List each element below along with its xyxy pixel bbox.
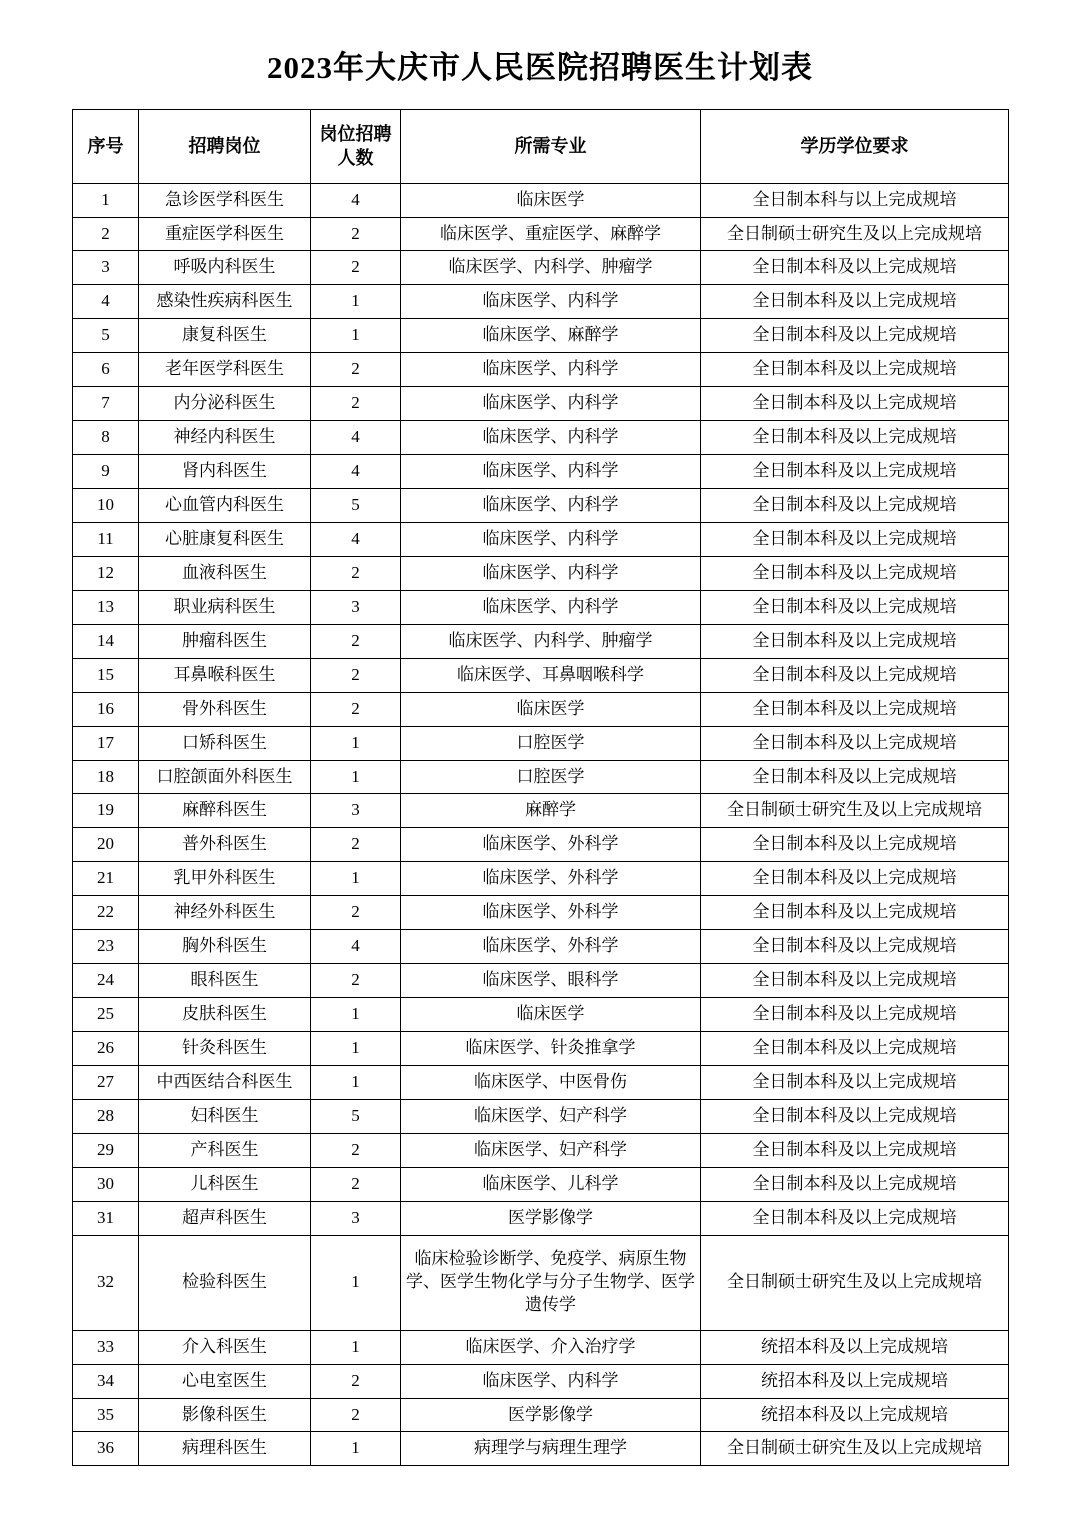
- cell-education: 全日制本科及以上完成规培: [701, 862, 1009, 896]
- cell-education: 全日制本科及以上完成规培: [701, 692, 1009, 726]
- table-row: [73, 183, 1009, 217]
- cell-post: 妇科医生: [139, 1099, 311, 1133]
- cell-education: 全日制本科及以上完成规培: [701, 556, 1009, 590]
- cell-education: 全日制本科及以上完成规培: [701, 930, 1009, 964]
- cell-count: 3: [311, 590, 401, 624]
- cell-no: 7: [73, 387, 139, 421]
- cell-major: 临床医学、儿科学: [401, 1167, 701, 1201]
- table-row: [73, 896, 1009, 930]
- cell-education: 全日制本科及以上完成规培: [701, 1201, 1009, 1235]
- table-row: [73, 1032, 1009, 1066]
- cell-count: 4: [311, 455, 401, 489]
- cell-no: 17: [73, 726, 139, 760]
- cell-count: 2: [311, 692, 401, 726]
- cell-no: 35: [73, 1398, 139, 1432]
- cell-education: 全日制本科及以上完成规培: [701, 658, 1009, 692]
- cell-post: 皮肤科医生: [139, 998, 311, 1032]
- cell-major: 临床医学、内科学: [401, 421, 701, 455]
- cell-post: 影像科医生: [139, 1398, 311, 1432]
- cell-education: 全日制本科及以上完成规培: [701, 1099, 1009, 1133]
- cell-count: 2: [311, 353, 401, 387]
- cell-post: 产科医生: [139, 1133, 311, 1167]
- cell-post: 血液科医生: [139, 556, 311, 590]
- cell-education: 全日制硕士研究生及以上完成规培: [701, 1235, 1009, 1330]
- cell-count: 4: [311, 930, 401, 964]
- cell-post: 骨外科医生: [139, 692, 311, 726]
- cell-count: 1: [311, 1032, 401, 1066]
- cell-no: 34: [73, 1364, 139, 1398]
- cell-count: 2: [311, 828, 401, 862]
- cell-count: 5: [311, 1099, 401, 1133]
- cell-no: 6: [73, 353, 139, 387]
- cell-no: 20: [73, 828, 139, 862]
- cell-count: 1: [311, 1235, 401, 1330]
- cell-post: 呼吸内科医生: [139, 251, 311, 285]
- table-row: [73, 590, 1009, 624]
- cell-count: 2: [311, 624, 401, 658]
- cell-post: 儿科医生: [139, 1167, 311, 1201]
- cell-post: 老年医学科医生: [139, 353, 311, 387]
- cell-major: 临床医学、耳鼻咽喉科学: [401, 658, 701, 692]
- cell-education: 全日制本科及以上完成规培: [701, 1167, 1009, 1201]
- cell-education: 全日制硕士研究生及以上完成规培: [701, 217, 1009, 251]
- cell-major: 病理学与病理生理学: [401, 1432, 701, 1466]
- table-row: [73, 692, 1009, 726]
- cell-major: 临床医学、外科学: [401, 828, 701, 862]
- cell-no: 3: [73, 251, 139, 285]
- cell-post: 介入科医生: [139, 1330, 311, 1364]
- cell-major: 临床医学、内科学: [401, 353, 701, 387]
- cell-major: 临床医学、中医骨伤: [401, 1065, 701, 1099]
- table-row: [73, 794, 1009, 828]
- cell-post: 肿瘤科医生: [139, 624, 311, 658]
- cell-count: 5: [311, 489, 401, 523]
- cell-no: 11: [73, 522, 139, 556]
- cell-major: 临床检验诊断学、免疫学、病原生物学、医学生物化学与分子生物学、医学遗传学: [401, 1235, 701, 1330]
- cell-post: 急诊医学科医生: [139, 183, 311, 217]
- column-header-education: 学历学位要求: [701, 110, 1009, 184]
- cell-no: 4: [73, 285, 139, 319]
- cell-major: 临床医学、外科学: [401, 862, 701, 896]
- table-row: [73, 1133, 1009, 1167]
- cell-count: 2: [311, 896, 401, 930]
- cell-no: 9: [73, 455, 139, 489]
- cell-major: 临床医学、眼科学: [401, 964, 701, 998]
- cell-count: 1: [311, 760, 401, 794]
- cell-post: 针灸科医生: [139, 1032, 311, 1066]
- cell-post: 超声科医生: [139, 1201, 311, 1235]
- table-row: [73, 726, 1009, 760]
- cell-no: 5: [73, 319, 139, 353]
- table-header-row: [73, 110, 1009, 184]
- column-header-no: 序号: [73, 110, 139, 184]
- table-row: [73, 1398, 1009, 1432]
- table-row: [73, 828, 1009, 862]
- cell-count: 4: [311, 421, 401, 455]
- cell-no: 16: [73, 692, 139, 726]
- cell-major: 临床医学、妇产科学: [401, 1133, 701, 1167]
- cell-post: 耳鼻喉科医生: [139, 658, 311, 692]
- cell-count: 2: [311, 964, 401, 998]
- cell-post: 心脏康复科医生: [139, 522, 311, 556]
- cell-major: 临床医学、妇产科学: [401, 1099, 701, 1133]
- cell-education: 全日制本科及以上完成规培: [701, 319, 1009, 353]
- cell-no: 2: [73, 217, 139, 251]
- cell-count: 1: [311, 1330, 401, 1364]
- cell-education: 全日制本科及以上完成规培: [701, 421, 1009, 455]
- cell-education: 全日制硕士研究生及以上完成规培: [701, 794, 1009, 828]
- cell-post: 中西医结合科医生: [139, 1065, 311, 1099]
- cell-education: 统招本科及以上完成规培: [701, 1330, 1009, 1364]
- table-row: [73, 998, 1009, 1032]
- cell-major: 医学影像学: [401, 1398, 701, 1432]
- cell-education: 全日制本科及以上完成规培: [701, 998, 1009, 1032]
- cell-major: 临床医学、重症医学、麻醉学: [401, 217, 701, 251]
- recruitment-plan-table: [72, 109, 1009, 1466]
- cell-education: 全日制本科及以上完成规培: [701, 760, 1009, 794]
- cell-no: 24: [73, 964, 139, 998]
- table-row: [73, 353, 1009, 387]
- cell-education: 全日制本科及以上完成规培: [701, 285, 1009, 319]
- cell-major: 临床医学、外科学: [401, 896, 701, 930]
- table-row: [73, 930, 1009, 964]
- cell-post: 口矫科医生: [139, 726, 311, 760]
- column-header-major: 所需专业: [401, 110, 701, 184]
- cell-major: 临床医学、介入治疗学: [401, 1330, 701, 1364]
- cell-count: 1: [311, 726, 401, 760]
- table-row: [73, 1330, 1009, 1364]
- table-row: [73, 1099, 1009, 1133]
- cell-education: 全日制本科及以上完成规培: [701, 455, 1009, 489]
- table-row: [73, 489, 1009, 523]
- cell-no: 19: [73, 794, 139, 828]
- cell-no: 12: [73, 556, 139, 590]
- cell-major: 临床医学、内科学: [401, 285, 701, 319]
- cell-no: 18: [73, 760, 139, 794]
- cell-education: 全日制本科及以上完成规培: [701, 896, 1009, 930]
- column-header-post: 招聘岗位: [139, 110, 311, 184]
- table-row: [73, 319, 1009, 353]
- cell-no: 8: [73, 421, 139, 455]
- table-row: [73, 760, 1009, 794]
- cell-education: 全日制本科及以上完成规培: [701, 828, 1009, 862]
- table-row: [73, 217, 1009, 251]
- cell-count: 2: [311, 217, 401, 251]
- table-row: [73, 1364, 1009, 1398]
- cell-major: 麻醉学: [401, 794, 701, 828]
- cell-no: 22: [73, 896, 139, 930]
- cell-no: 13: [73, 590, 139, 624]
- cell-no: 23: [73, 930, 139, 964]
- cell-count: 2: [311, 1398, 401, 1432]
- page-title: 2023年大庆市人民医院招聘医生计划表: [267, 50, 813, 85]
- cell-education: 全日制硕士研究生及以上完成规培: [701, 1432, 1009, 1466]
- cell-education: 统招本科及以上完成规培: [701, 1398, 1009, 1432]
- cell-major: 临床医学、内科学: [401, 387, 701, 421]
- cell-count: 4: [311, 183, 401, 217]
- cell-major: 临床医学、内科学: [401, 522, 701, 556]
- cell-education: 全日制本科与以上完成规培: [701, 183, 1009, 217]
- cell-post: 麻醉科医生: [139, 794, 311, 828]
- cell-no: 31: [73, 1201, 139, 1235]
- cell-education: 全日制本科及以上完成规培: [701, 251, 1009, 285]
- cell-count: 2: [311, 1167, 401, 1201]
- cell-post: 职业病科医生: [139, 590, 311, 624]
- cell-post: 心电室医生: [139, 1364, 311, 1398]
- cell-major: 临床医学、内科学: [401, 455, 701, 489]
- cell-post: 眼科医生: [139, 964, 311, 998]
- table-row: [73, 1167, 1009, 1201]
- cell-education: 全日制本科及以上完成规培: [701, 387, 1009, 421]
- cell-post: 病理科医生: [139, 1432, 311, 1466]
- cell-post: 重症医学科医生: [139, 217, 311, 251]
- cell-major: 临床医学: [401, 998, 701, 1032]
- cell-count: 2: [311, 387, 401, 421]
- cell-education: 全日制本科及以上完成规培: [701, 489, 1009, 523]
- cell-major: 临床医学、外科学: [401, 930, 701, 964]
- cell-education: 全日制本科及以上完成规培: [701, 1133, 1009, 1167]
- cell-education: 统招本科及以上完成规培: [701, 1364, 1009, 1398]
- cell-no: 21: [73, 862, 139, 896]
- cell-major: 临床医学、内科学: [401, 556, 701, 590]
- cell-count: 1: [311, 285, 401, 319]
- table-row: [73, 1201, 1009, 1235]
- table-row: [73, 1432, 1009, 1466]
- table-row: [73, 421, 1009, 455]
- cell-major: 医学影像学: [401, 1201, 701, 1235]
- cell-education: 全日制本科及以上完成规培: [701, 353, 1009, 387]
- cell-education: 全日制本科及以上完成规培: [701, 522, 1009, 556]
- cell-post: 神经内科医生: [139, 421, 311, 455]
- cell-major: 临床医学: [401, 692, 701, 726]
- table-row: [73, 251, 1009, 285]
- cell-count: 4: [311, 522, 401, 556]
- cell-count: 1: [311, 319, 401, 353]
- cell-post: 口腔颌面外科医生: [139, 760, 311, 794]
- cell-post: 心血管内科医生: [139, 489, 311, 523]
- cell-education: 全日制本科及以上完成规培: [701, 590, 1009, 624]
- cell-no: 28: [73, 1099, 139, 1133]
- cell-major: 口腔医学: [401, 726, 701, 760]
- table-row: [73, 1235, 1009, 1330]
- table-row: [73, 964, 1009, 998]
- cell-major: 临床医学: [401, 183, 701, 217]
- cell-major: 临床医学、麻醉学: [401, 319, 701, 353]
- cell-major: 临床医学、内科学、肿瘤学: [401, 251, 701, 285]
- cell-education: 全日制本科及以上完成规培: [701, 1032, 1009, 1066]
- cell-count: 2: [311, 1364, 401, 1398]
- cell-education: 全日制本科及以上完成规培: [701, 624, 1009, 658]
- cell-post: 内分泌科医生: [139, 387, 311, 421]
- cell-post: 感染性疾病科医生: [139, 285, 311, 319]
- cell-no: 10: [73, 489, 139, 523]
- cell-count: 2: [311, 556, 401, 590]
- cell-no: 33: [73, 1330, 139, 1364]
- cell-count: 2: [311, 251, 401, 285]
- table-row: [73, 862, 1009, 896]
- cell-major: 临床医学、内科学: [401, 590, 701, 624]
- table-row: [73, 658, 1009, 692]
- cell-post: 检验科医生: [139, 1235, 311, 1330]
- table-row: [73, 522, 1009, 556]
- cell-major: 口腔医学: [401, 760, 701, 794]
- cell-no: 36: [73, 1432, 139, 1466]
- cell-major: 临床医学、针灸推拿学: [401, 1032, 701, 1066]
- table-row: [73, 285, 1009, 319]
- cell-no: 27: [73, 1065, 139, 1099]
- table-row: [73, 387, 1009, 421]
- cell-major: 临床医学、内科学、肿瘤学: [401, 624, 701, 658]
- cell-post: 康复科医生: [139, 319, 311, 353]
- cell-major: 临床医学、内科学: [401, 1364, 701, 1398]
- table-body: [73, 183, 1009, 1466]
- cell-post: 乳甲外科医生: [139, 862, 311, 896]
- cell-no: 32: [73, 1235, 139, 1330]
- cell-education: 全日制本科及以上完成规培: [701, 964, 1009, 998]
- cell-no: 25: [73, 998, 139, 1032]
- cell-no: 30: [73, 1167, 139, 1201]
- cell-no: 26: [73, 1032, 139, 1066]
- cell-count: 3: [311, 794, 401, 828]
- cell-no: 14: [73, 624, 139, 658]
- cell-post: 神经外科医生: [139, 896, 311, 930]
- cell-count: 2: [311, 658, 401, 692]
- cell-no: 29: [73, 1133, 139, 1167]
- cell-no: 1: [73, 183, 139, 217]
- table-row: [73, 624, 1009, 658]
- cell-post: 胸外科医生: [139, 930, 311, 964]
- column-header-count: 岗位招聘人数: [311, 110, 401, 184]
- cell-no: 15: [73, 658, 139, 692]
- cell-education: 全日制本科及以上完成规培: [701, 1065, 1009, 1099]
- cell-count: 1: [311, 1065, 401, 1099]
- cell-count: 1: [311, 862, 401, 896]
- table-row: [73, 455, 1009, 489]
- cell-major: 临床医学、内科学: [401, 489, 701, 523]
- cell-count: 3: [311, 1201, 401, 1235]
- cell-post: 普外科医生: [139, 828, 311, 862]
- cell-count: 2: [311, 1133, 401, 1167]
- cell-count: 1: [311, 998, 401, 1032]
- table-row: [73, 1065, 1009, 1099]
- cell-count: 1: [311, 1432, 401, 1466]
- cell-post: 肾内科医生: [139, 455, 311, 489]
- table-header: [73, 110, 1009, 184]
- cell-education: 全日制本科及以上完成规培: [701, 726, 1009, 760]
- table-row: [73, 556, 1009, 590]
